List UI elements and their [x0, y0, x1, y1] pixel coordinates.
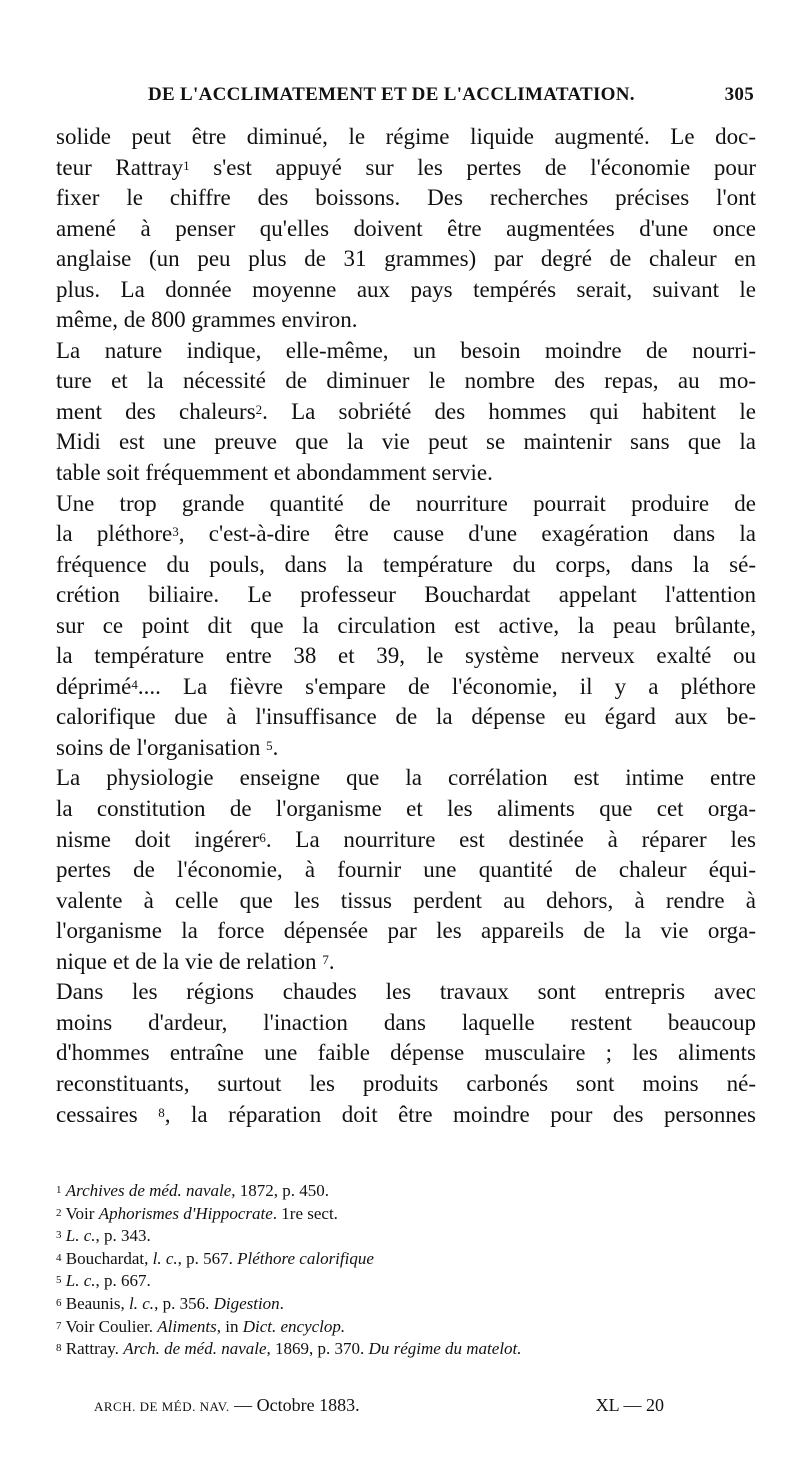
text-line — [56, 702, 756, 733]
text-line — [56, 1038, 756, 1069]
line-text: d'hommes entraîne une faible dépense musculaire ; les aliments — [56, 1040, 756, 1066]
line-text-after-ref: , c'est-à-dire être cause d'une exagération dans la — [178, 521, 756, 547]
text-line — [56, 1069, 756, 1100]
text-line — [56, 916, 756, 947]
footnote — [56, 1203, 756, 1226]
footnote-italic-text: Pléthore calorifique — [237, 1248, 374, 1268]
footnote-text: , 1869, p. 370. — [266, 1339, 369, 1359]
text-line — [56, 733, 756, 764]
text-line — [56, 519, 756, 550]
footnote-number: 4 — [56, 1251, 62, 1264]
line-text-after-ref: . La sobriété des hommes qui habitent le — [262, 398, 756, 424]
text-line — [56, 214, 756, 245]
text-line — [56, 366, 756, 397]
line-text: la constitution de l'organisme et les aliments que cet orga- — [56, 796, 756, 822]
footnote-ref: 7 — [322, 951, 329, 967]
footnote — [56, 1270, 756, 1293]
text-line — [56, 1008, 756, 1039]
line-text-after-ref: .... La fièvre s'empare de l'économie, il y a pléthore — [137, 673, 756, 699]
text-line — [56, 672, 756, 703]
text-line — [56, 183, 756, 214]
line-text: Une trop grande quantité de nourriture pourrait produire de — [56, 490, 756, 516]
line-text: solide peut être diminué, le régime liquide augmenté. Le doc- — [56, 124, 756, 149]
line-text-after-ref: . — [328, 948, 335, 974]
line-text: reconstituants, surtout les produits carbonés sont moins né- — [56, 1070, 756, 1096]
footnote-number: 1 — [56, 1184, 62, 1196]
footnote-text: Voir — [65, 1203, 99, 1223]
line-text: la température entre 38 et 39, le système nerveux exalté ou — [56, 643, 756, 669]
text-line — [56, 397, 756, 428]
footnote-text: Bouchardat, — [65, 1248, 153, 1268]
footnote-italic-text: Arch. de méd. navale — [123, 1339, 267, 1359]
text-line — [56, 641, 756, 672]
line-text: Dans les régions chaudes les travaux sont entrepris avec — [56, 979, 756, 1005]
footnote-italic-text: L. c. — [65, 1226, 96, 1246]
line-text-before-ref: déprimé — [56, 673, 132, 699]
text-line — [56, 305, 756, 336]
line-text: même, de 800 grammes environ. — [56, 307, 358, 333]
body-text — [56, 122, 756, 1130]
text-line — [56, 947, 756, 978]
line-text-after-ref: . La nourriture est destinée à réparer les — [265, 826, 756, 852]
text-line — [56, 794, 756, 825]
line-text-before-ref: cessaires — [56, 1101, 159, 1127]
text-line — [56, 611, 756, 642]
line-text-after-ref: . — [272, 734, 279, 760]
text-line — [56, 153, 756, 184]
text-line — [56, 1100, 756, 1131]
footnote-text: , p. 567. — [177, 1248, 238, 1268]
footnote-text: , in — [216, 1316, 243, 1336]
line-text-before-ref: nique et de la vie de relation — [56, 948, 323, 974]
text-line — [56, 580, 756, 611]
line-text: plus. La donnée moyenne aux pays tempérés serait, suivant le — [56, 276, 756, 302]
line-text: La nature indique, elle-même, un besoin moindre de nourri- — [56, 337, 756, 363]
text-line — [56, 886, 756, 917]
footnote — [56, 1316, 756, 1339]
footnote-italic-text: Archives de méd. navale — [65, 1181, 232, 1200]
line-text: La physiologie enseigne que la corrélation est intime entre — [56, 765, 756, 791]
journal-date: — Octobre 1883. — [229, 1395, 360, 1415]
text-line — [56, 336, 756, 367]
footnote-ref: 1 — [183, 157, 190, 173]
footnotes — [56, 1180, 756, 1361]
footnote-ref: 6 — [259, 829, 266, 845]
line-text: fréquence du pouls, dans la température du corps, dans la sé- — [56, 551, 756, 577]
footnote-ref: 8 — [158, 1104, 165, 1120]
line-text: crétion biliaire. Le professeur Bouchardat appelant l'attention — [56, 582, 756, 608]
line-text-before-ref: ment des chaleurs — [56, 398, 256, 424]
footnote-italic-text: Digestion — [213, 1293, 280, 1313]
text-line — [56, 122, 756, 153]
footnote-italic-text: l. c. — [129, 1293, 155, 1313]
footnote — [56, 1293, 756, 1316]
text-line — [56, 489, 756, 520]
footnote-number: 6 — [56, 1296, 62, 1309]
text-line — [56, 275, 756, 306]
line-text: amené à penser qu'elles doivent être augmentées d'une once — [56, 215, 756, 241]
line-text: pertes de l'économie, à fournir une quantité de chaleur équi- — [56, 857, 756, 883]
footnote-number: 5 — [56, 1274, 62, 1287]
footnote-number: 8 — [56, 1342, 62, 1355]
footnote-italic-text: L. c. — [65, 1271, 96, 1291]
text-line — [56, 977, 756, 1008]
footnote-ref: 3 — [172, 524, 179, 540]
line-text: sur ce point dit que la circulation est active, la peau brûlante, — [56, 612, 756, 638]
footnote — [56, 1338, 756, 1361]
running-title: DE L'ACCLIMATEMENT ET DE L'ACCLIMATATION. — [148, 84, 635, 105]
footnote-italic-text: Du régime du matelot. — [368, 1339, 522, 1359]
text-line — [56, 763, 756, 794]
footnote-text: Voir Coulier. — [65, 1316, 158, 1336]
footnote-text: Beaunis, — [65, 1293, 130, 1313]
footnote — [56, 1248, 756, 1271]
footnote — [56, 1225, 756, 1248]
text-line — [56, 244, 756, 275]
line-text-after-ref: s'est appuyé sur les pertes de l'économie pour — [189, 154, 756, 180]
text-line — [56, 550, 756, 581]
footnote-text: . 1re sect. — [272, 1203, 338, 1223]
footnote-text: . — [279, 1293, 284, 1313]
journal-abbrev: ARCH. DE MÉD. NAV. — [94, 1399, 230, 1414]
line-text: valente à celle que les tissus perdent au dehors, à rendre à — [56, 887, 756, 913]
journal-signature — [94, 1395, 360, 1416]
footnote-number: 2 — [56, 1206, 62, 1219]
line-text-before-ref: la pléthore — [56, 521, 173, 547]
footnote-italic-text: Aphorismes d'Hippocrate — [98, 1203, 273, 1223]
footnote-italic-text: Dict. encyclop. — [242, 1316, 346, 1336]
footnote-text: , p. 343. — [95, 1226, 151, 1246]
footnote-number: 3 — [56, 1229, 62, 1242]
footnote-text: Rattray. — [65, 1339, 124, 1359]
footnote-italic-text: Aliments — [157, 1316, 217, 1336]
footnote-ref: 4 — [131, 676, 138, 692]
page-footer — [94, 1395, 664, 1421]
line-text: calorifique due à l'insuffisance de la dépense eu égard aux be- — [56, 704, 756, 730]
footnote — [56, 1180, 756, 1203]
footnote-ref: 2 — [255, 401, 263, 417]
line-text: fixer le chiffre des boissons. Des recherches précises l'ont — [56, 185, 756, 211]
line-text-before-ref: soins de l'organisation — [56, 734, 267, 760]
volume-sheet: XL — 20 — [595, 1395, 664, 1415]
page-number: 305 — [724, 84, 754, 105]
footnote-italic-text: l. c. — [152, 1248, 178, 1268]
line-text: table soit fréquemment et abondamment servie. — [56, 460, 493, 486]
line-text: Midi est une preuve que la vie peut se maintenir sans que la — [56, 429, 756, 455]
line-text: l'organisme la force dépensée par les appareils de la vie orga- — [56, 918, 756, 944]
text-line — [56, 458, 756, 489]
line-text-before-ref: teur Rattray — [56, 154, 184, 180]
text-line — [56, 855, 756, 886]
footnote-text: , 1872, p. 450. — [231, 1181, 330, 1200]
line-text: moins d'ardeur, l'inaction dans laquelle restent beaucoup — [56, 1009, 756, 1035]
line-text-before-ref: nisme doit ingérer — [56, 826, 260, 852]
footnote-ref: 5 — [266, 737, 273, 753]
text-line — [56, 427, 756, 458]
line-text-after-ref: , la réparation doit être moindre pour des personnes — [164, 1101, 756, 1127]
line-text: anglaise (un peu plus de 31 grammes) par degré de chaleur en — [56, 246, 756, 272]
footnote-text: , p. 667. — [95, 1271, 151, 1291]
running-header — [148, 84, 754, 114]
line-text: ture et la nécessité de diminuer le nombre des repas, au mo- — [56, 368, 756, 394]
footnote-text: , p. 356. — [154, 1293, 214, 1313]
footnote-number: 7 — [56, 1319, 62, 1332]
text-line — [56, 825, 756, 856]
